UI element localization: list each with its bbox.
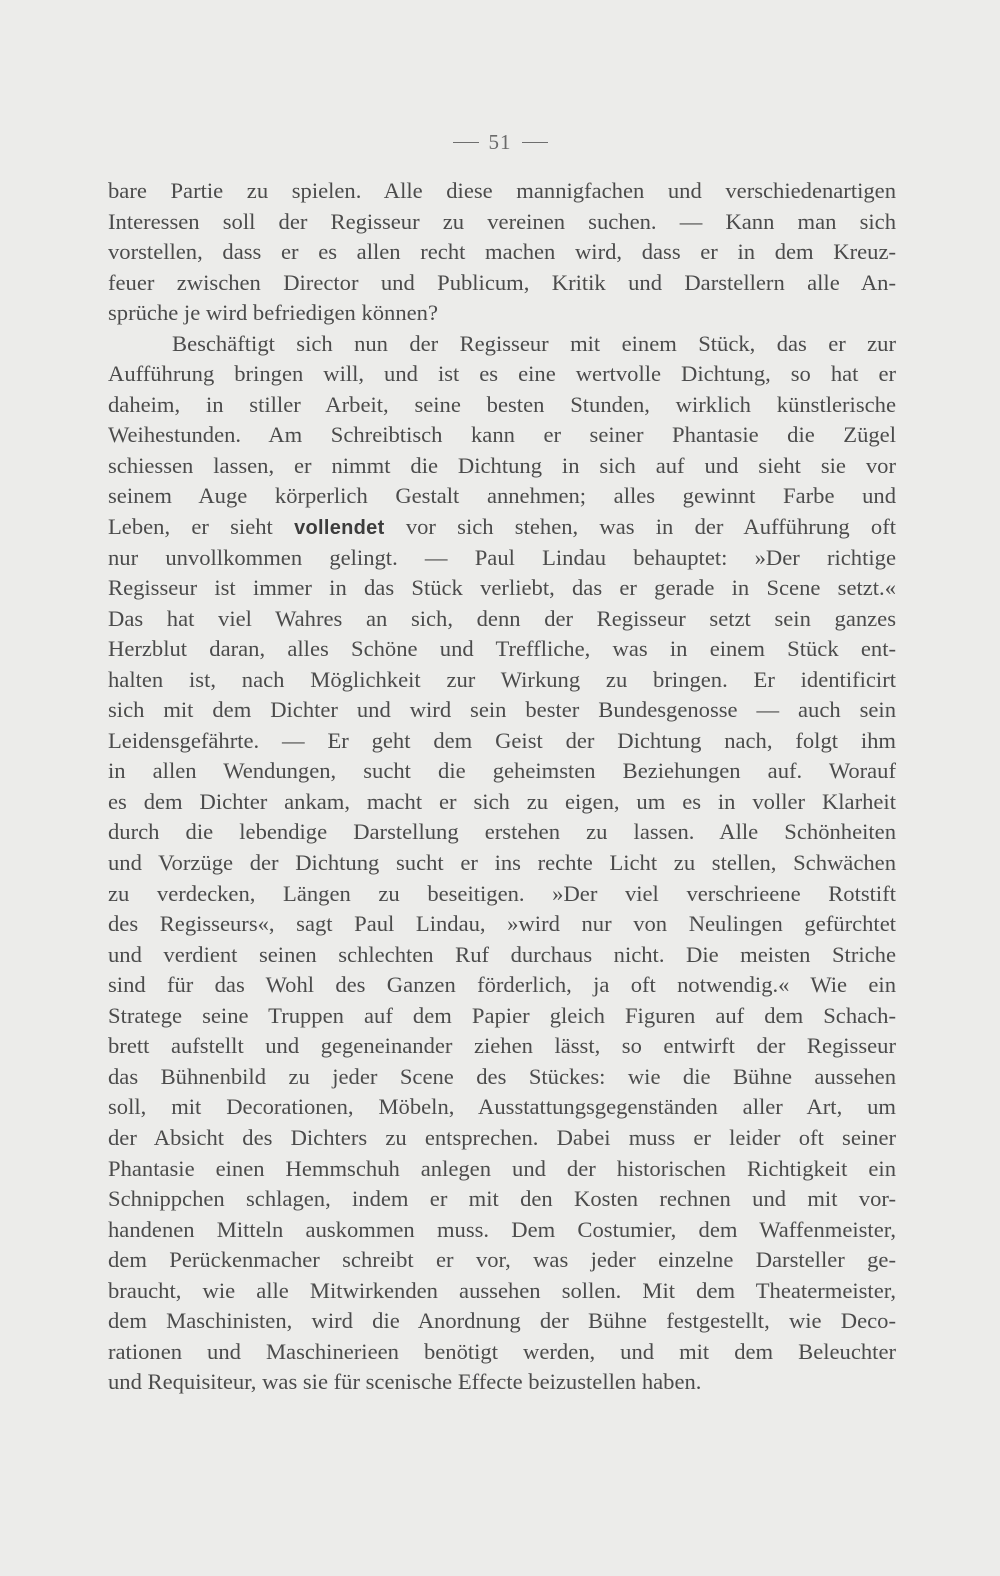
text-line: des Regisseurs«, sagt Paul Lindau, »wird nur von Neulingen gefürchtet: [108, 911, 896, 937]
text-line: sind für das Wohl des Ganzen förderlich, ja oft notwendig.« Wie ein: [108, 972, 896, 998]
text-line: in allen Wendungen, sucht die geheimsten Beziehungen auf. Worauf: [108, 758, 896, 784]
text-line: durch die lebendige Darstellung erstehen zu lassen. Alle Schönheiten: [108, 819, 896, 845]
text-line: soll, mit Decorationen, Möbeln, Ausstattungsgegenständen aller Art, um: [108, 1094, 896, 1120]
text-line: halten ist, nach Möglichkeit zur Wirkung zu bringen. Er identificirt: [108, 666, 896, 692]
text-line: sich mit dem Dichter und wird sein bester Bundesgenosse — auch sein: [108, 697, 896, 723]
text-line: zu verdecken, Längen zu beseitigen. »Der viel verschrieene Rotstift: [108, 880, 896, 906]
line-part: vor sich stehen, was in der Aufführung oft: [405, 514, 896, 540]
text-line: das Bühnenbild zu jeder Scene des Stückes: wie die Bühne aussehen: [108, 1063, 896, 1089]
header-ornament-right: [522, 142, 548, 143]
text-line: Weihestunden. Am Schreibtisch kann er seiner Phantasie die Zügel: [108, 422, 896, 448]
header-ornament-left: [453, 142, 479, 143]
text-line: Herzblut daran, alles Schöne und Treffliche, was in einem Stück ent-: [108, 636, 896, 662]
text-line: schiessen lassen, er nimmt die Dichtung in sich auf und sieht sie vor: [108, 452, 896, 478]
text-line: handenen Mitteln auskommen muss. Dem Costumier, dem Waffenmeister,: [108, 1216, 896, 1242]
text-line: feuer zwischen Director und Publicum, Kritik und Darstellern alle An-: [108, 269, 896, 295]
text-line: und Vorzüge der Dichtung sucht er ins rechte Licht zu stellen, Schwächen: [108, 850, 896, 876]
text-line-emphasis: [108, 512, 896, 543]
text-line: und verdient seinen schlechten Ruf durchaus nicht. Die meisten Striche: [108, 941, 896, 967]
text-line: es dem Dichter ankam, macht er sich zu eigen, um es in voller Klarheit: [108, 788, 896, 814]
text-line: bare Partie zu spielen. Alle diese mannigfachen und verschiedenartigen: [108, 178, 896, 203]
text-line: Leidensgefährte. — Er geht dem Geist der Dichtung nach, folgt ihm: [108, 727, 896, 753]
text-line: daheim, in stiller Arbeit, seine besten Stunden, wirklich künstlerische: [108, 391, 896, 417]
text-line: braucht, wie alle Mitwirkenden aussehen sollen. Mit dem Theatermeister,: [108, 1277, 896, 1303]
text-line: Stratege seine Truppen auf dem Papier gleich Figuren auf dem Schach-: [108, 1002, 896, 1028]
text-line: dem Maschinisten, wird die Anordnung der Bühne festgestellt, wie Deco-: [108, 1308, 896, 1334]
page-number: 51: [488, 130, 512, 154]
text-line: Interessen soll der Regisseur zu vereinen suchen. — Kann man sich: [108, 208, 896, 234]
text-line: der Absicht des Dichters zu entsprechen. Dabei muss er leider oft seiner: [108, 1124, 896, 1150]
text-line: Das hat viel Wahres an sich, denn der Regisseur setzt sein ganzes: [108, 605, 896, 631]
text-line: und Requisiteur, was sie für scenische Effecte beizustellen haben.: [108, 1369, 702, 1395]
text-line: dem Perückenmacher schreibt er vor, was jeder einzelne Darsteller ge-: [108, 1247, 896, 1273]
text-line: seinem Auge körperlich Gestalt annehmen; alles gewinnt Farbe und: [108, 483, 896, 509]
text-line: Beschäftigt sich nun der Regisseur mit einem Stück, das er zur: [172, 330, 896, 356]
text-line: Phantasie einen Hemmschuh anlegen und der historischen Richtigkeit ein: [108, 1155, 896, 1181]
text-line: Aufführung bringen will, und ist es eine wertvolle Dichtung, so hat er: [108, 361, 896, 387]
text-line: rationen und Maschinerieen benötigt werden, und mit dem Beleuchter: [108, 1338, 896, 1364]
page-header: [0, 130, 1000, 155]
text-line: brett aufstellt und gegeneinander ziehen lässt, so entwirft der Regisseur: [108, 1033, 896, 1059]
line-part: Leben, er sieht: [108, 514, 273, 540]
text-line: sprüche je wird befriedigen können?: [108, 300, 438, 326]
text-line: nur unvollkommen gelingt. — Paul Lindau behauptet: »Der richtige: [108, 544, 896, 570]
body-text: [108, 176, 896, 1398]
text-line: vorstellen, dass er es allen recht machen wird, dass er in dem Kreuz-: [108, 239, 896, 265]
text-line: Schnippchen schlagen, indem er mit den Kosten rechnen und mit vor-: [108, 1186, 896, 1212]
emphasized-word: vollendet: [294, 517, 385, 540]
text-line: Regisseur ist immer in das Stück verliebt, das er gerade in Scene setzt.«: [108, 575, 896, 601]
